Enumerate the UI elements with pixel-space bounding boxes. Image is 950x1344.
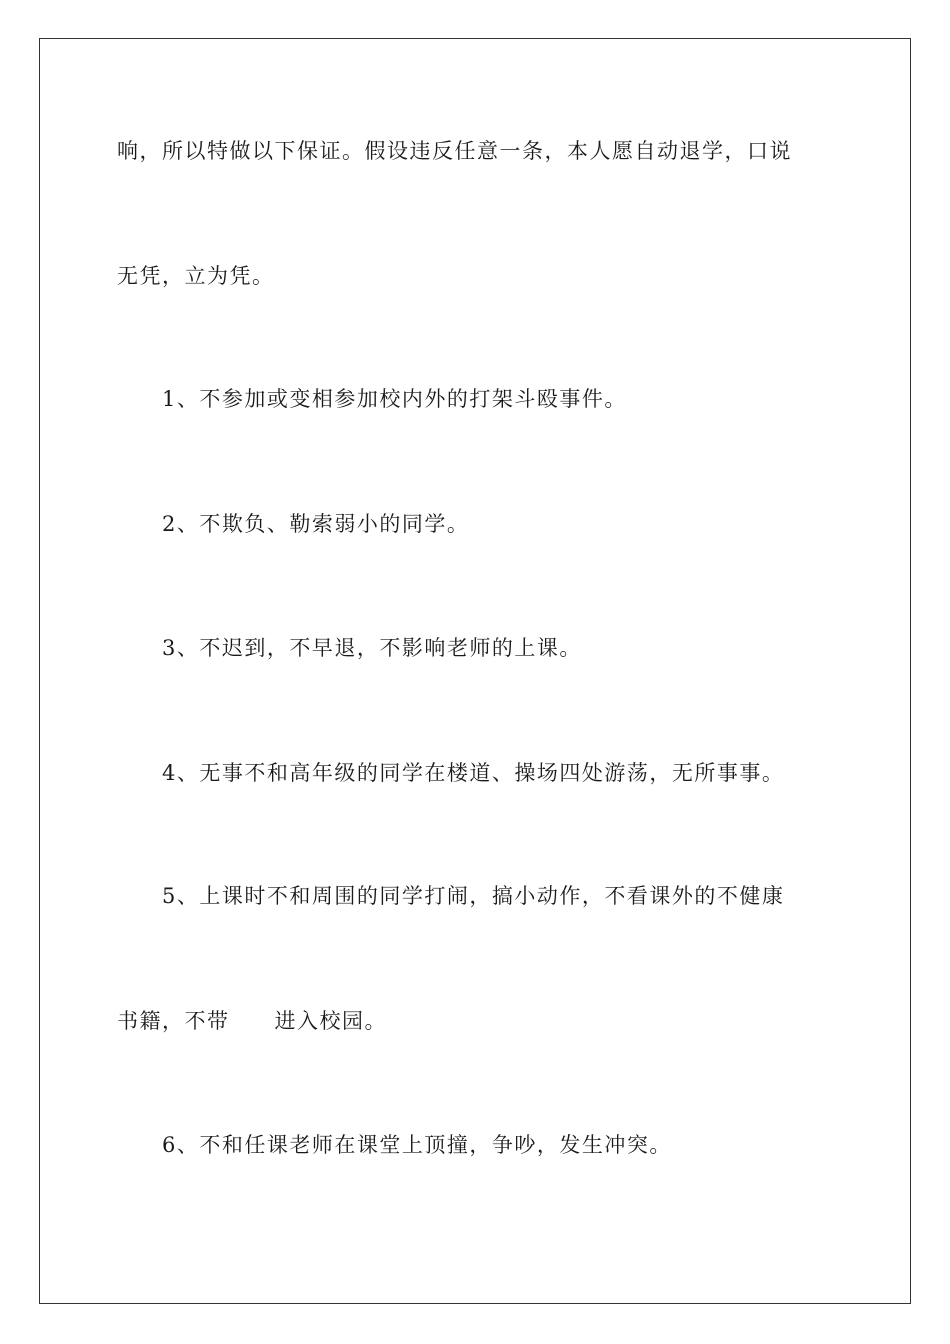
list-item-4: 4、无事不和高年级的同学在楼道、操场四处游荡，无所事事。 bbox=[162, 761, 785, 785]
list-item-5-continuation: 书籍，不带 进入校园。 bbox=[117, 1009, 387, 1033]
page-frame bbox=[39, 38, 911, 1304]
paragraph-line-closing: 无凭，立为凭。 bbox=[117, 264, 275, 288]
paragraph-line-continuation: 响，所以特做以下保证。假设违反任意一条，本人愿自动退学，口说 bbox=[117, 139, 792, 163]
list-item-1: 1、不参加或变相参加校内外的打架斗殴事件。 bbox=[162, 387, 627, 411]
list-item-2: 2、不欺负、勒索弱小的同学。 bbox=[162, 512, 470, 536]
list-item-3: 3、不迟到，不早退，不影响老师的上课。 bbox=[162, 636, 582, 660]
list-item-6: 6、不和任课老师在课堂上顶撞，争吵，发生冲突。 bbox=[162, 1133, 672, 1157]
list-item-5: 5、上课时不和周围的同学打闹，搞小动作，不看课外的不健康 bbox=[162, 884, 785, 908]
